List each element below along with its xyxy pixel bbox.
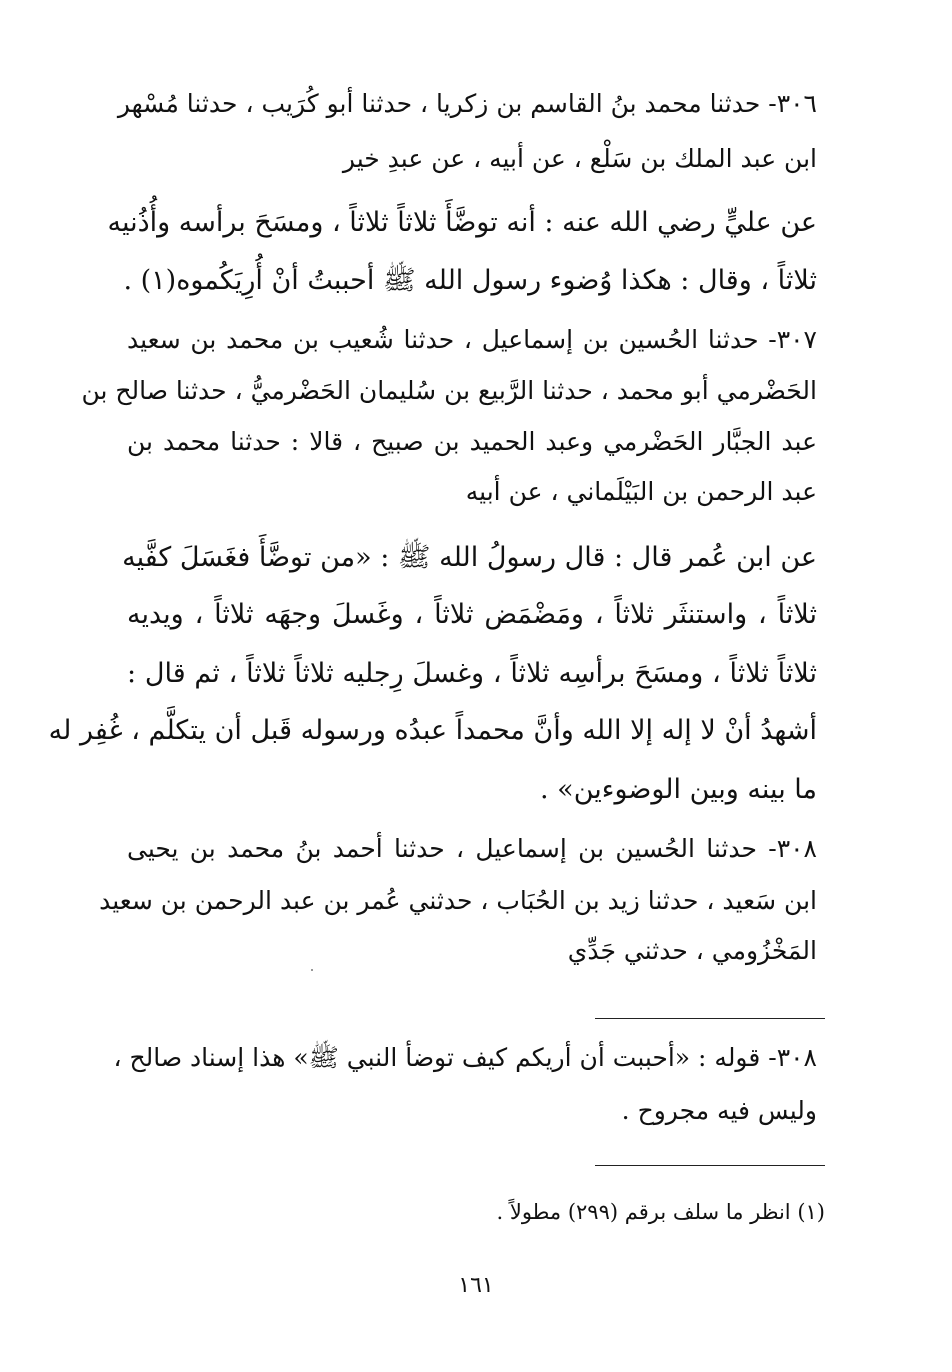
hadith-307-line-3: عبد الجبَّار الحَضْرمي وعبد الحميد بن صبيح ، قالا : حدثنا محمد بن: [127, 427, 817, 456]
hadith-306-line-1: ٣٠٦- حدثنا محمد بنُ القاسم بن زكريا ، حدثنا أبو كُرَيب ، حدثنا مُسْهر: [117, 89, 817, 118]
commentary-line-2: وليس فيه مجروح .: [621, 1096, 817, 1125]
hadith-306-line-2: ابن عبد الملك بن سَلْع ، عن أبيه ، عن عبدِ خير: [342, 144, 817, 173]
hadith-307-line-2: الحَضْرمي أبو محمد ، حدثنا الرَّبيع بن سُليمان الحَضْرميُّ ، حدثنا صالح بن: [81, 376, 817, 405]
footnote: (١) انظر ما سلف برقم (٢٩٩) مطولاً .: [496, 1200, 825, 1224]
hadith-307-matn-line-1: عن ابن عُمر قال : قال رسولُ الله ﷺ : «من توضَّأَ فغَسَلَ كفَّيه: [122, 542, 817, 573]
hadith-308-line-1: ٣٠٨- حدثنا الحُسين بن إسماعيل ، حدثنا أحمد بنُ محمد بن يحيى: [127, 834, 817, 863]
hadith-307-line-4: عبد الرحمن بن البَيْلَماني ، عن أبيه: [465, 477, 817, 506]
hadith-307-matn-line-3: ثلاثاً ثلاثاً ، ومسَحَ برأسِه ثلاثاً ، وغسلَ رِجليه ثلاثاً ثلاثاً ، ثم قال :: [127, 658, 817, 689]
hadith-307-matn-line-4: أشهدُ أنْ لا إله إلا الله وأنَّ محمداً عبدُه ورسوله قَبل أن يتكلَّم ، غُفِر له: [48, 715, 817, 746]
commentary-line-1: ٣٠٨- قوله : «أحببت أن أريكم كيف توضأ النبي ﷺ» هذا إسناد صالح ،: [113, 1043, 817, 1072]
page-number: ١٦١: [458, 1273, 494, 1298]
hadith-307-matn-line-5: ما بينه وبين الوضوءين» .: [540, 774, 817, 805]
hadith-306-matn-line-1: عن عليٍّ رضي الله عنه : أنه توضَّأَ ثلاثاً ثلاثاً ، ومسَحَ برأسه وأُذُنيه: [107, 207, 817, 238]
hadith-306-matn-line-2: ثلاثاً ، وقال : هكذا وُضوء رسول الله ﷺ أحببتُ أنْ أُرِيَكُموه(١) .: [123, 265, 817, 296]
stray-mark: [311, 969, 313, 971]
hadith-307-matn-line-2: ثلاثاً ، واستنثَر ثلاثاً ، ومَضْمَض ثلاثاً ، وغَسلَ وجهَه ثلاثاً ، ويديه: [127, 599, 817, 630]
footnote-separator: [595, 1165, 825, 1166]
hadith-307-line-1: ٣٠٧- حدثنا الحُسين بن إسماعيل ، حدثنا شُعيب بن محمد بن سعيد: [127, 325, 817, 354]
hadith-308-line-2: ابن سَعيد ، حدثنا زيد بن الحُبَاب ، حدثني عُمر بن عبد الرحمن بن سعيد: [99, 886, 817, 915]
commentary-separator: [595, 1018, 825, 1019]
hadith-308-line-3: المَخْزُومي ، حدثني جَدِّي: [567, 936, 817, 965]
